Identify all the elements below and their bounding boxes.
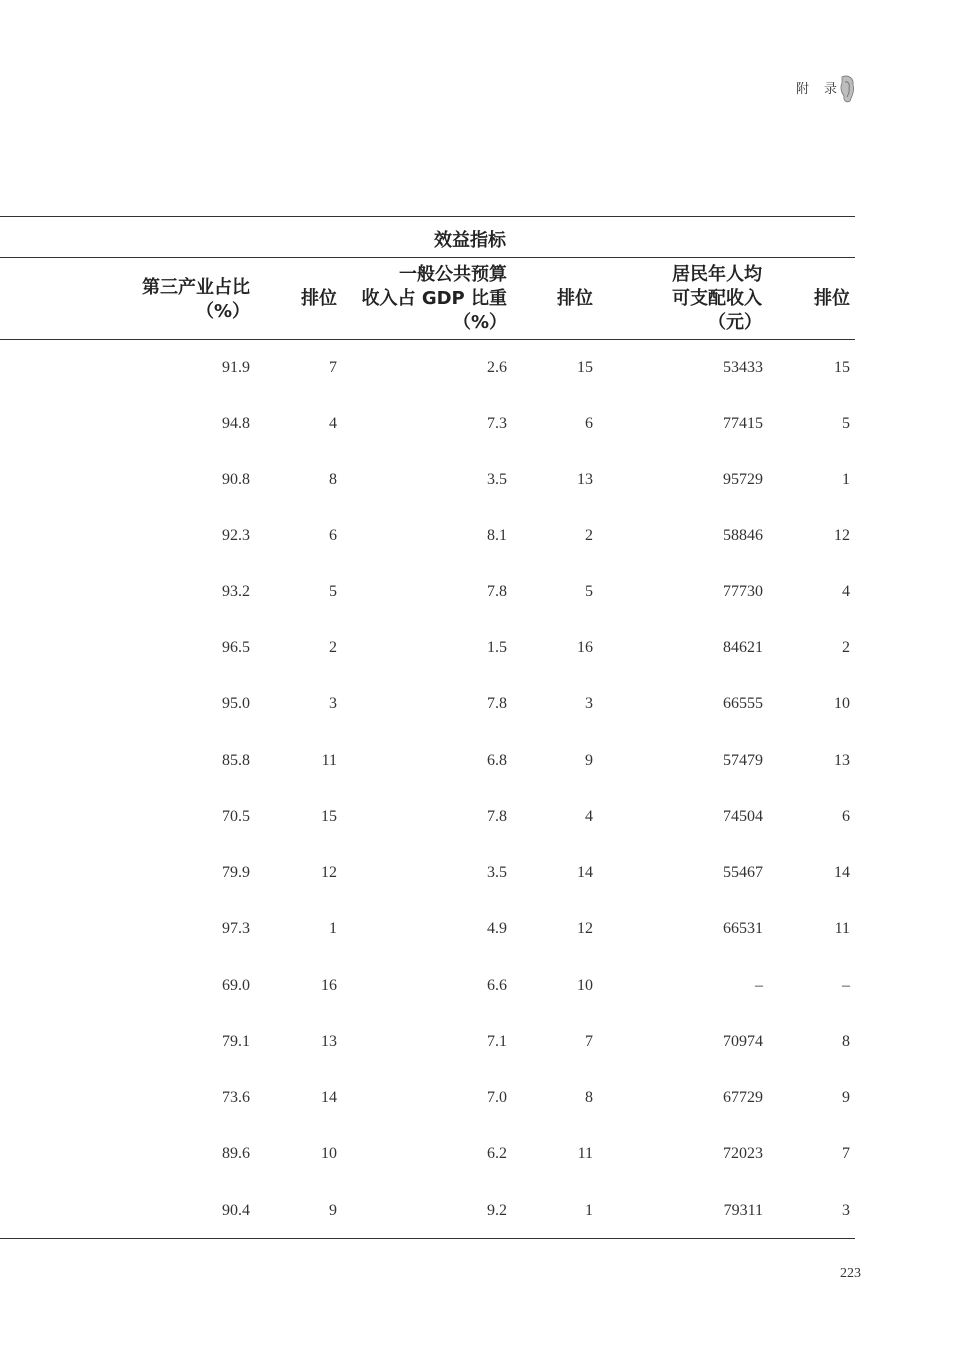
cell-tertiary-share: 79.9	[222, 864, 250, 881]
cell-budget-revenue: 7.8	[487, 583, 507, 600]
col-header-rank-1: 排位	[301, 288, 337, 309]
header-ornament-icon	[838, 74, 856, 104]
cell-rank-2: 13	[577, 471, 593, 488]
cell-disposable-income: 53433	[723, 359, 763, 376]
cell-tertiary-share: 94.8	[222, 415, 250, 432]
table-row	[0, 692, 855, 716]
cell-budget-revenue: 7.8	[487, 808, 507, 825]
cell-rank-2: 15	[577, 359, 593, 376]
col-header-disposable-income: 居民年人均 可支配收入 （元）	[672, 264, 762, 333]
cell-rank-3: 14	[834, 864, 850, 881]
cell-tertiary-share: 91.9	[222, 359, 250, 376]
cell-tertiary-share: 85.8	[222, 752, 250, 769]
cell-rank-2: 9	[585, 752, 593, 769]
table-row	[0, 805, 855, 829]
cell-tertiary-share: 96.5	[222, 639, 250, 656]
cell-disposable-income: 77730	[723, 583, 763, 600]
cell-rank-1: 16	[321, 977, 337, 994]
table-row	[0, 1030, 855, 1054]
cell-tertiary-share: 70.5	[222, 808, 250, 825]
table-row	[0, 636, 855, 660]
cell-rank-3: 1	[842, 471, 850, 488]
table-row	[0, 749, 855, 773]
running-header	[796, 78, 838, 97]
table-row	[0, 580, 855, 604]
cell-rank-2: 7	[585, 1033, 593, 1050]
cell-tertiary-share: 93.2	[222, 583, 250, 600]
cell-budget-revenue: 3.5	[487, 471, 507, 488]
table-row	[0, 1142, 855, 1166]
cell-rank-3: 2	[842, 639, 850, 656]
cell-tertiary-share: 73.6	[222, 1089, 250, 1106]
cell-budget-revenue: 7.0	[487, 1089, 507, 1106]
cell-tertiary-share: 69.0	[222, 977, 250, 994]
cell-rank-2: 8	[585, 1089, 593, 1106]
cell-rank-2: 3	[585, 695, 593, 712]
cell-budget-revenue: 3.5	[487, 864, 507, 881]
cell-rank-1: 8	[329, 471, 337, 488]
cell-budget-revenue: 7.1	[487, 1033, 507, 1050]
cell-budget-revenue: 9.2	[487, 1202, 507, 1219]
cell-disposable-income: 67729	[723, 1089, 763, 1106]
cell-rank-2: 4	[585, 808, 593, 825]
cell-rank-1: 14	[321, 1089, 337, 1106]
cell-rank-1: 5	[329, 583, 337, 600]
cell-rank-1: 2	[329, 639, 337, 656]
cell-budget-revenue: 6.2	[487, 1145, 507, 1162]
header-char-left: 附	[796, 81, 811, 96]
cell-rank-2: 10	[577, 977, 593, 994]
cell-rank-2: 5	[585, 583, 593, 600]
cell-rank-1: 9	[329, 1202, 337, 1219]
cell-disposable-income: 55467	[723, 864, 763, 881]
cell-rank-2: 14	[577, 864, 593, 881]
cell-budget-revenue: 6.8	[487, 752, 507, 769]
cell-rank-2: 11	[577, 1145, 593, 1162]
cell-rank-3: –	[842, 977, 850, 994]
col-header-budget-revenue: 一般公共预算 收入占 GDP 比重 （%）	[361, 264, 507, 333]
cell-rank-3: 13	[834, 752, 850, 769]
cell-rank-3: 10	[834, 695, 850, 712]
cell-budget-revenue: 4.9	[487, 920, 507, 937]
table-group-title: 效益指标	[434, 230, 506, 251]
table-bottom-rule	[0, 1238, 855, 1239]
cell-budget-revenue: 1.5	[487, 639, 507, 656]
cell-rank-3: 11	[834, 920, 850, 937]
cell-rank-3: 4	[842, 583, 850, 600]
cell-rank-3: 6	[842, 808, 850, 825]
table-row	[0, 974, 855, 998]
table-row	[0, 468, 855, 492]
cell-rank-1: 6	[329, 527, 337, 544]
header-divider-rule	[0, 257, 855, 258]
cell-rank-3: 12	[834, 527, 850, 544]
cell-rank-2: 1	[585, 1202, 593, 1219]
table-row	[0, 917, 855, 941]
cell-budget-revenue: 7.3	[487, 415, 507, 432]
cell-budget-revenue: 6.6	[487, 977, 507, 994]
cell-disposable-income: 66555	[723, 695, 763, 712]
cell-disposable-income: 84621	[723, 639, 763, 656]
cell-rank-1: 11	[321, 752, 337, 769]
table-row	[0, 1199, 855, 1223]
table-top-rule	[0, 216, 855, 217]
cell-rank-3: 9	[842, 1089, 850, 1106]
cell-tertiary-share: 97.3	[222, 920, 250, 937]
cell-rank-3: 8	[842, 1033, 850, 1050]
col-header-rank-2: 排位	[557, 288, 593, 309]
cell-rank-1: 10	[321, 1145, 337, 1162]
cell-rank-1: 12	[321, 864, 337, 881]
cell-rank-2: 6	[585, 415, 593, 432]
cell-rank-1: 7	[329, 359, 337, 376]
cell-disposable-income: 66531	[723, 920, 763, 937]
header-char-right: 录	[824, 81, 839, 96]
cell-budget-revenue: 8.1	[487, 527, 507, 544]
col-header-rank-3: 排位	[814, 288, 850, 309]
cell-budget-revenue: 2.6	[487, 359, 507, 376]
cell-disposable-income: 72023	[723, 1145, 763, 1162]
cell-rank-1: 4	[329, 415, 337, 432]
cell-rank-1: 13	[321, 1033, 337, 1050]
cell-tertiary-share: 89.6	[222, 1145, 250, 1162]
cell-disposable-income: –	[755, 977, 763, 994]
cell-budget-revenue: 7.8	[487, 695, 507, 712]
cell-disposable-income: 58846	[723, 527, 763, 544]
cell-rank-3: 7	[842, 1145, 850, 1162]
cell-tertiary-share: 95.0	[222, 695, 250, 712]
table-row	[0, 524, 855, 548]
cell-disposable-income: 77415	[723, 415, 763, 432]
cell-disposable-income: 74504	[723, 808, 763, 825]
cell-rank-1: 3	[329, 695, 337, 712]
table-row	[0, 356, 855, 380]
table-row	[0, 1086, 855, 1110]
cell-tertiary-share: 90.4	[222, 1202, 250, 1219]
table-row	[0, 861, 855, 885]
col-header-tertiary-share: 第三产业占比 （%）	[142, 277, 250, 322]
page-number: 223	[840, 1266, 861, 1281]
cell-tertiary-share: 90.8	[222, 471, 250, 488]
table-row	[0, 412, 855, 436]
cell-disposable-income: 95729	[723, 471, 763, 488]
cell-disposable-income: 57479	[723, 752, 763, 769]
cell-tertiary-share: 92.3	[222, 527, 250, 544]
cell-rank-2: 2	[585, 527, 593, 544]
cell-disposable-income: 70974	[723, 1033, 763, 1050]
cell-disposable-income: 79311	[723, 1202, 763, 1219]
cell-rank-1: 1	[329, 920, 337, 937]
cell-rank-1: 15	[321, 808, 337, 825]
cell-rank-2: 12	[577, 920, 593, 937]
cell-tertiary-share: 79.1	[222, 1033, 250, 1050]
cell-rank-3: 3	[842, 1202, 850, 1219]
cell-rank-2: 16	[577, 639, 593, 656]
header-bottom-rule	[0, 339, 855, 340]
cell-rank-3: 15	[834, 359, 850, 376]
cell-rank-3: 5	[842, 415, 850, 432]
